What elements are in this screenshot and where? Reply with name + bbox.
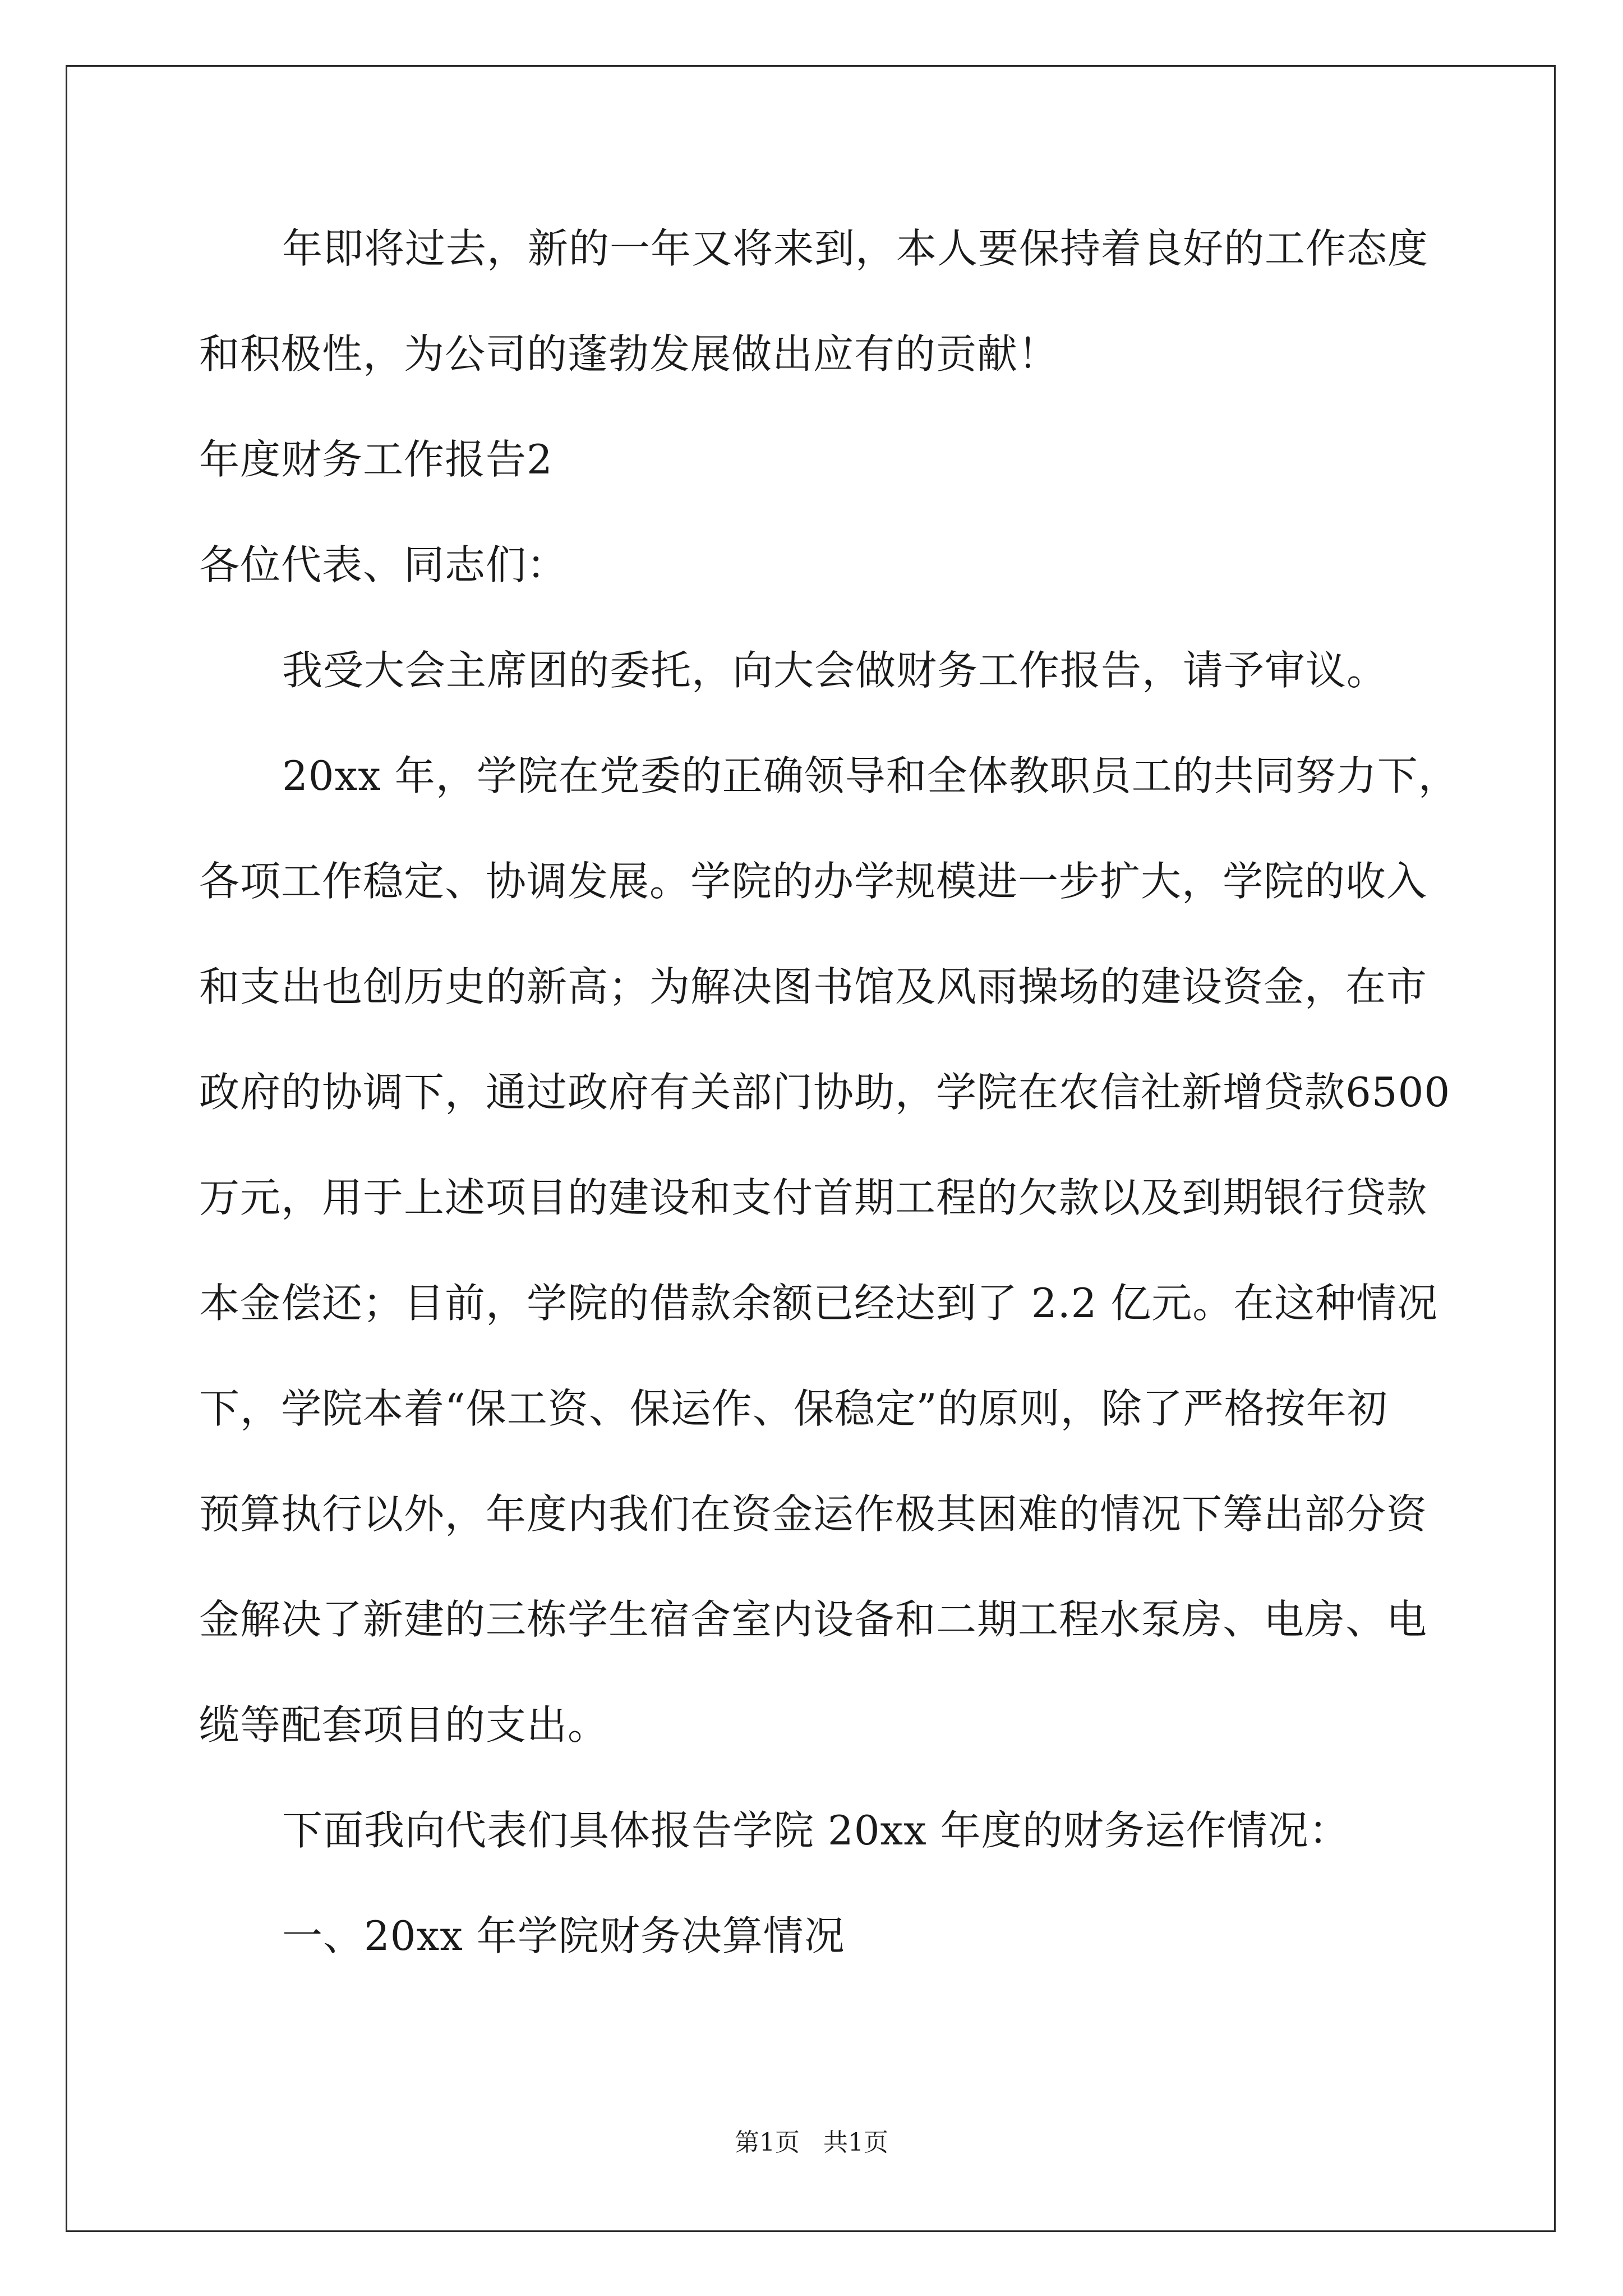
page-total: 共1页 — [823, 2128, 888, 2157]
paragraph-line: 预算执行以外，年度内我们在资金运作极其困难的情况下筹出部分资 — [199, 1490, 1428, 1538]
paragraph-line: 我受大会主席团的委托，向大会做财务工作报告，请予审议。 — [282, 647, 1388, 694]
page-footer — [0, 2126, 1623, 2160]
page-number: 第1页 — [735, 2128, 800, 2157]
paragraph-line: 和支出也创历史的新高；为解决图书馆及风雨操场的建设资金，在市 — [199, 963, 1428, 1010]
section-heading: 年度财务工作报告2 — [199, 436, 553, 483]
paragraph-line: 年即将过去，新的一年又将来到，本人要保持着良好的工作态度 — [282, 225, 1429, 272]
paragraph-line: 和积极性，为公司的蓬勃发展做出应有的贡献！ — [199, 330, 1059, 378]
paragraph-line: 下，学院本着“保工资、保运作、保稳定”的原则，除了严格按年初 — [199, 1385, 1388, 1432]
salutation: 各位代表、同志们： — [199, 541, 568, 588]
paragraph-line: 各项工作稳定、协调发展。学院的办学规模进一步扩大，学院的收入 — [199, 858, 1428, 905]
paragraph-line: 下面我向代表们具体报告学院 20xx 年度的财务运作情况： — [282, 1807, 1350, 1854]
paragraph-line: 万元，用于上述项目的建设和支付首期工程的欠款以及到期银行贷款 — [199, 1174, 1428, 1221]
subsection-heading: 一、20xx 年学院财务决算情况 — [282, 1912, 845, 1959]
paragraph-line: 20xx 年，学院在党委的正确领导和全体教职员工的共同努力下， — [282, 752, 1459, 799]
paragraph-line: 金解决了新建的三栋学生宿舍室内设备和二期工程水泵房、电房、电 — [199, 1596, 1428, 1643]
paragraph-line: 政府的协调下，通过政府有关部门协助，学院在农信社新增贷款6500 — [199, 1069, 1451, 1116]
paragraph-line: 本金偿还；目前，学院的借款余额已经达到了 2.2 亿元。在这种情况 — [199, 1280, 1438, 1327]
paragraph-line: 缆等配套项目的支出。 — [199, 1701, 609, 1749]
